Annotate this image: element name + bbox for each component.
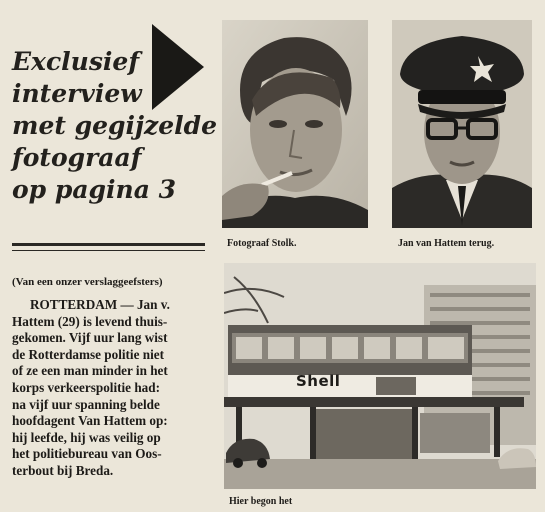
station-caption: Hier begon het [229,496,293,507]
headline-line: interview [12,79,142,108]
article-line: hoofdagent Van Hattem op: [12,413,168,429]
headline-line: fotograaf [12,143,142,172]
article-line: of ze een man minder in het [12,363,168,379]
divider [12,243,205,246]
photographer-caption: Fotograaf Stolk. [227,238,297,249]
gas-station-photo [224,263,536,489]
divider [12,250,205,251]
gas-station-image [224,263,536,489]
article-body [12,297,214,480]
article-line: Hattem (29) is levend thuis- [12,313,168,329]
byline: (Van een onzer verslaggeefsters) [12,276,163,288]
article-line: hij leefde, hij was veilig op [12,429,161,445]
article-line: terbout bij Breda. [12,462,114,478]
headline-line: Exclusief [12,47,140,76]
article-line: het politiebureau van Oos- [12,446,162,462]
article-line: na vijf uur spanning belde [12,396,160,412]
headline-line: met gegijzelde [12,111,218,140]
officer-caption: Jan van Hattem terug. [398,238,495,249]
officer-portrait-image [392,20,532,228]
officer-portrait [392,20,532,228]
article-line: ROTTERDAM — Jan v. [30,297,170,312]
shell-sign: Shell [296,372,341,390]
photographer-portrait [222,20,368,228]
photographer-portrait-image [222,20,368,228]
article-line: korps verkeerspolitie had: [12,379,160,395]
article-line: de Rotterdamse politie niet [12,346,164,362]
article-line: gekomen. Vijf uur lang wist [12,330,168,346]
headline-line: op pagina 3 [12,175,176,204]
arrow-right-icon [152,24,204,110]
